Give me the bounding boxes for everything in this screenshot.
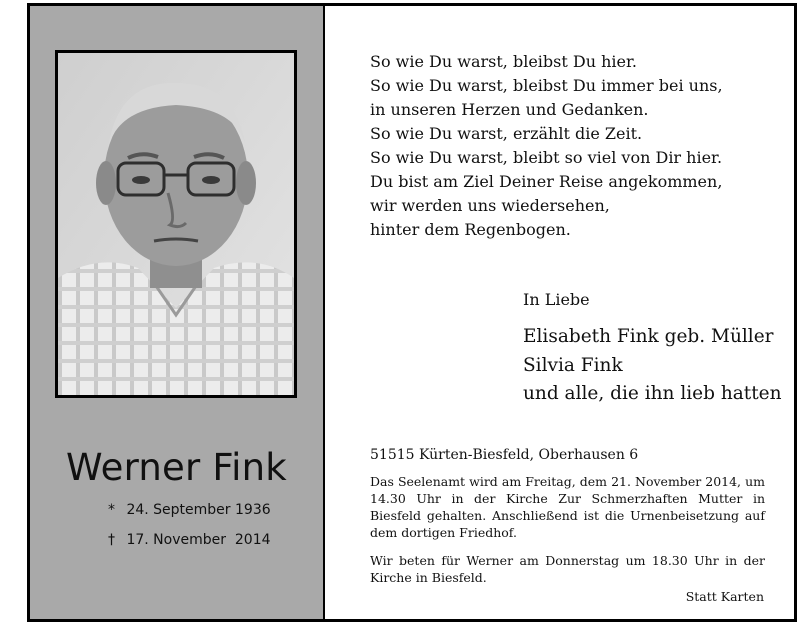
- portrait-photo: [55, 50, 297, 398]
- birth-date: 24. September 1936: [126, 502, 271, 518]
- right-panel: [325, 6, 794, 619]
- in-love-label: In Liebe: [523, 290, 590, 309]
- death-date-line: [108, 532, 271, 548]
- poem-line: So wie Du warst, erzählt die Zeit.: [370, 124, 643, 143]
- deceased-name: Werner Fink: [66, 446, 287, 489]
- poem-line: in unseren Herzen und Gedanken.: [370, 100, 649, 119]
- address: 51515 Kürten-Biesfeld, Oberhausen 6: [370, 447, 639, 463]
- prayer-text: Wir beten für Werner am Donnerstag um 18.30 Uhr in der Kirche in Biesfeld.: [370, 553, 765, 585]
- birth-star-icon: *: [108, 502, 115, 518]
- poem: [370, 50, 723, 242]
- death-cross-icon: †: [108, 532, 115, 548]
- poem-line: Du bist am Ziel Deiner Reise angekommen,: [370, 172, 723, 191]
- portrait-photo-icon: [58, 53, 294, 395]
- obituary-card: [27, 3, 797, 622]
- mourner: Elisabeth Fink geb. Müller: [523, 326, 774, 347]
- mourner: Silvia Fink: [523, 354, 623, 376]
- poem-line: hinter dem Regenbogen.: [370, 220, 571, 239]
- poem-line: So wie Du warst, bleibst Du hier.: [370, 52, 637, 71]
- mourner: und alle, die ihn lieb hatten: [523, 383, 782, 404]
- death-date: 17. November 2014: [126, 532, 271, 548]
- poem-line: So wie Du warst, bleibst Du immer bei uns,: [370, 76, 723, 95]
- mourners-list: [523, 323, 782, 409]
- birth-date-line: [108, 502, 271, 518]
- left-panel: [30, 6, 325, 619]
- poem-line: So wie Du warst, bleibt so viel von Dir hier.: [370, 148, 723, 167]
- service-text: Das Seelenamt wird am Freitag, dem 21. November 2014, um 14.30 Uhr in der Kirche Zur Schmerzhaften Mutter in Biesfeld gehalten. Anschließend ist die Urnenbeisetzung auf dem dortigen Friedhof.: [370, 474, 765, 540]
- poem-line: wir werden uns wiedersehen,: [370, 196, 610, 215]
- statt-karten: Statt Karten: [685, 589, 764, 604]
